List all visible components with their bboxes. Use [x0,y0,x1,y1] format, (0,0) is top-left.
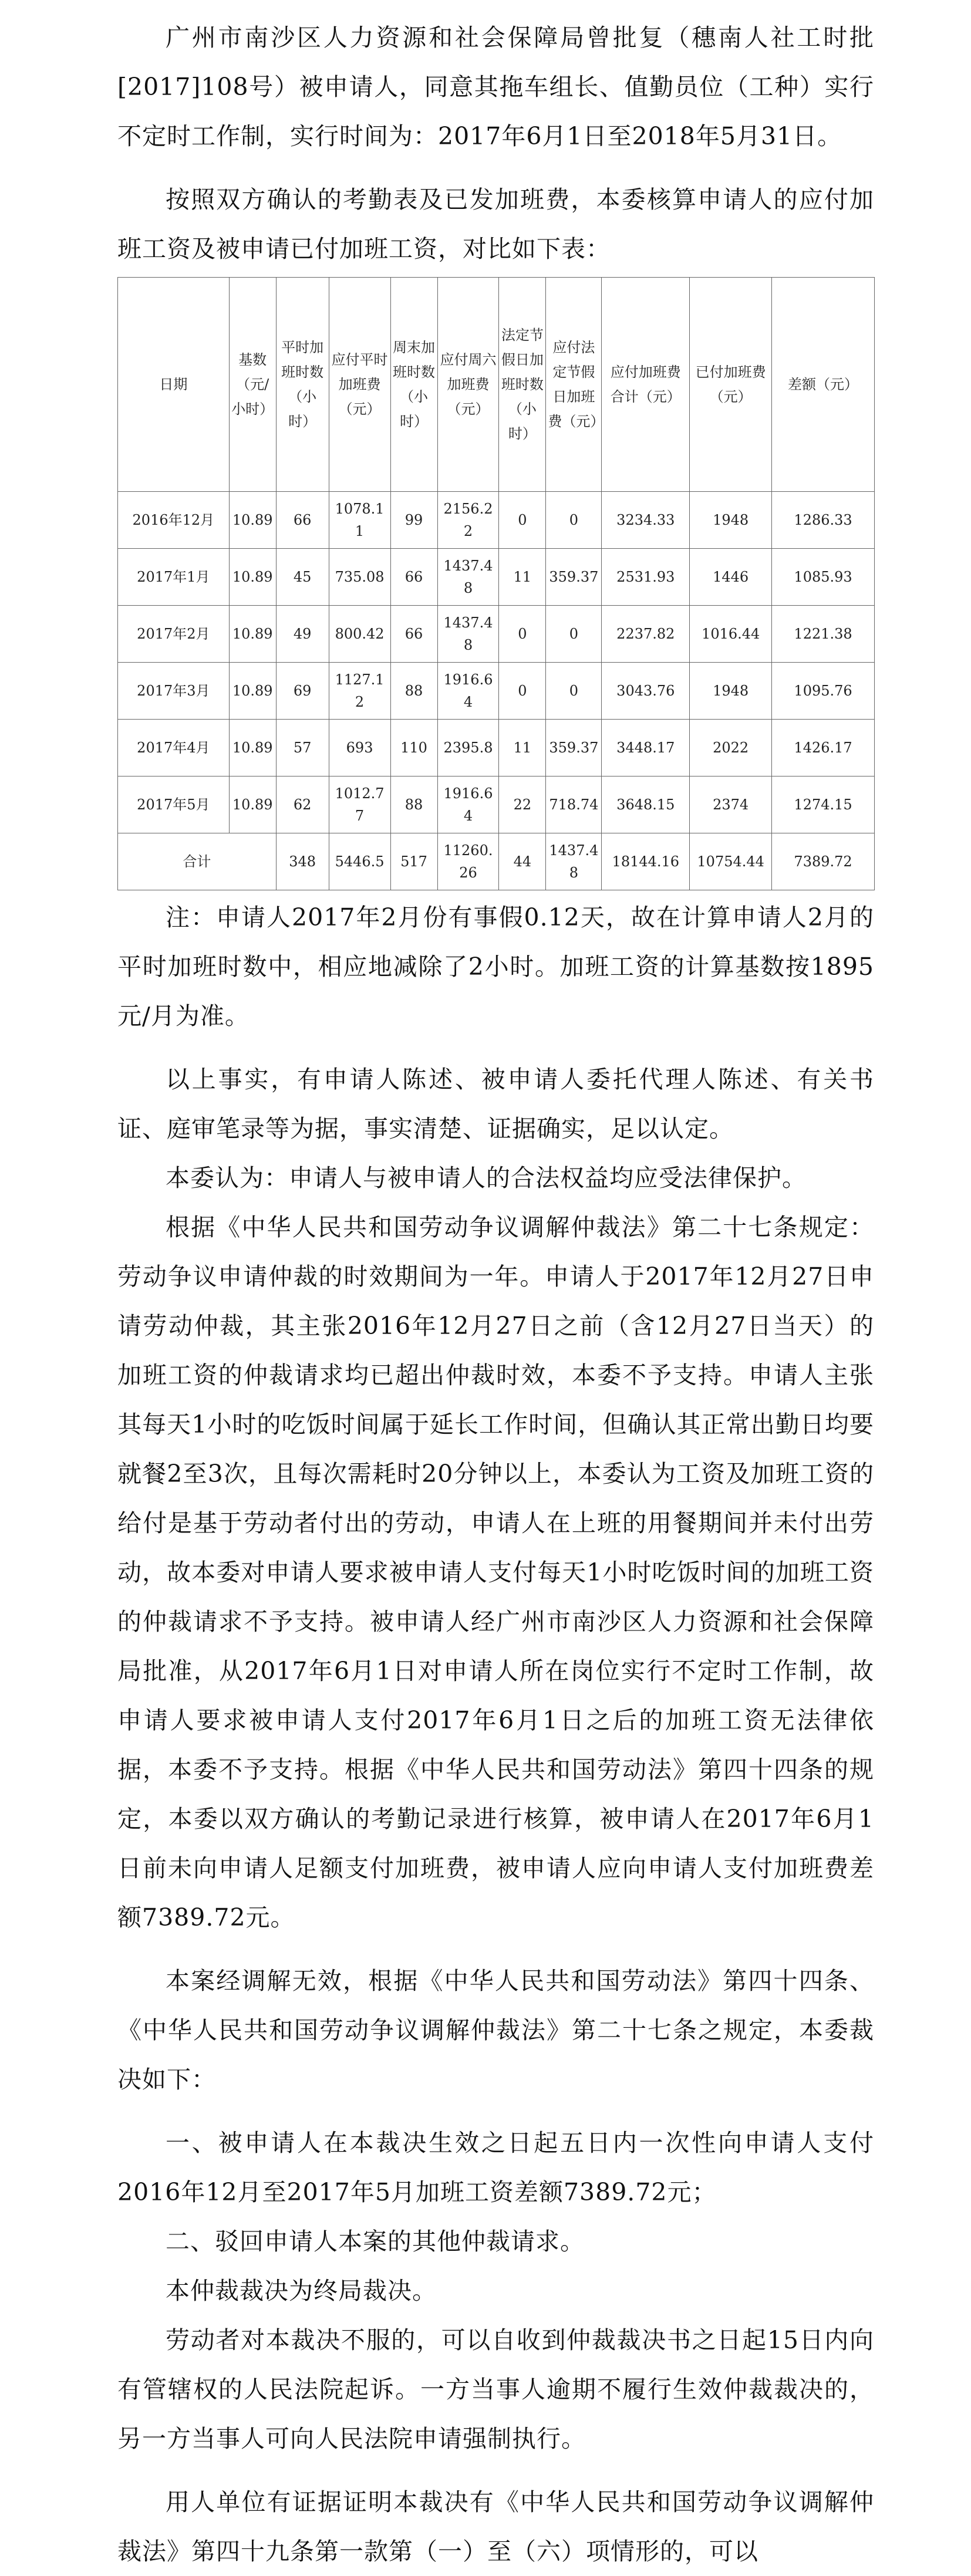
total-weekend-pay: 11260.26 [437,833,499,890]
header-base: 基数（元/小时） [229,278,276,492]
cell-date: 2017年4月 [118,720,230,776]
paragraph-ruling-item-2: 二、驳回申请人本案的其他仲裁请求。 [166,2227,585,2256]
total-holiday-hours: 44 [499,833,546,890]
paragraph-facts: 以上事实，有申请人陈述、被申请人委托代理人陈述、有关书证、庭审笔录等为据，事实清楚、证据确实，足以认定。 [117,1065,874,1143]
header-holiday-pay: 应付法定节假日加班费（元） [546,278,602,492]
cell-date: 2017年2月 [118,606,230,663]
cell-paid: 1948 [690,492,772,549]
header-weekday-pay: 应付平时加班费（元） [329,278,390,492]
total-label: 合计 [118,833,277,890]
cell-difference: 1095.76 [772,663,875,720]
cell-weekday-hours: 57 [276,720,329,776]
cell-weekend-hours: 66 [390,606,437,663]
cell-weekend-pay: 2156.22 [437,492,499,549]
table-total-row [118,833,875,890]
total-weekend-hours: 517 [390,833,437,890]
header-weekend-hours: 周末加班时数（小时） [390,278,437,492]
cell-holiday-hours: 11 [499,549,546,606]
cell-base: 10.89 [229,720,276,776]
cell-holiday-hours: 0 [499,663,546,720]
cell-total-payable: 3648.15 [602,776,690,833]
cell-weekend-hours: 66 [390,549,437,606]
paragraph-reasoning: 根据《中华人民共和国劳动争议调解仲裁法》第二十七条规定：劳动争议申请仲裁的时效期间为一年。申请人于2017年12月27日申请劳动仲裁，其主张2016年12月27日之前（含12月27日当天）的加班工资的仲裁请求均已超出仲裁时效，本委不予支持。申请人主张其每天1小时的吃饭时间属于延长工作时间，但确认其正常出勤日均要就餐2至3次，且每次需耗时20分钟以上，本委认为工资及加班工资的给付是基于劳动者付出的劳动，申请人在上班的用餐期间并未付出劳动，故本委对申请人要求被申请人支付每天1小时吃饭时间的加班工资的仲裁请求不予支持。被申请人经广州市南沙区人力资源和社会保障局批准，从2017年6月1日对申请人所在岗位实行不定时工作制，故申请人要求被申请人支付2017年6月1日之后的加班工资无法律依据，本委不予支持。根据《中华人民共和国劳动法》第四十四条的规定，本委以双方确认的考勤记录进行核算，被申请人在2017年6月1日前未向申请人足额支付加班费，被申请人应向申请人支付加班费差额7389.72元。 [117,1213,874,1932]
cell-weekday-pay: 735.08 [329,549,390,606]
cell-holiday-hours: 22 [499,776,546,833]
cell-total-payable: 3043.76 [602,663,690,720]
cell-weekend-hours: 99 [390,492,437,549]
paragraph-table-intro: 按照双方确认的考勤表及已发加班费，本委核算申请人的应付加班工资及被申请已付加班工资，对比如下表： [117,185,874,263]
cell-paid: 1948 [690,663,772,720]
cell-difference: 1426.17 [772,720,875,776]
cell-difference: 1286.33 [772,492,875,549]
cell-paid: 2374 [690,776,772,833]
total-payable: 18144.16 [602,833,690,890]
cell-holiday-pay: 359.37 [546,720,602,776]
total-paid: 10754.44 [690,833,772,890]
cell-weekend-pay: 1437.48 [437,549,499,606]
cell-holiday-pay: 359.37 [546,549,602,606]
header-difference: 差额（元） [772,278,875,492]
cell-weekday-hours: 66 [276,492,329,549]
cell-paid: 1446 [690,549,772,606]
total-weekday-hours: 348 [276,833,329,890]
cell-weekday-pay: 1078.11 [329,492,390,549]
table-row [118,606,875,663]
cell-weekend-pay: 2395.8 [437,720,499,776]
paragraph-opinion: 本委认为：申请人与被申请人的合法权益均应受法律保护。 [166,1164,807,1192]
cell-total-payable: 2237.82 [602,606,690,663]
cell-weekday-pay: 1127.12 [329,663,390,720]
table-header-row [118,278,875,492]
cell-base: 10.89 [229,549,276,606]
total-difference: 7389.72 [772,833,875,890]
cell-base: 10.89 [229,663,276,720]
cell-holiday-hours: 11 [499,720,546,776]
cell-weekday-hours: 49 [276,606,329,663]
cell-weekend-pay: 1916.64 [437,663,499,720]
cell-date: 2017年5月 [118,776,230,833]
cell-holiday-hours: 0 [499,606,546,663]
header-holiday-hours: 法定节假日加班时数（小时） [499,278,546,492]
header-date: 日期 [118,278,230,492]
cell-weekend-pay: 1916.64 [437,776,499,833]
header-total-payable: 应付加班费合计（元） [602,278,690,492]
cell-holiday-pay: 718.74 [546,776,602,833]
cell-weekend-hours: 110 [390,720,437,776]
cell-weekday-pay: 1012.77 [329,776,390,833]
cell-holiday-hours: 0 [499,492,546,549]
cell-date: 2017年1月 [118,549,230,606]
paragraph-ruling-item-1: 一、被申请人在本裁决生效之日起五日内一次性向申请人支付2016年12月至2017年5月加班工资差额7389.72元； [117,2129,874,2206]
total-weekday-pay: 5446.5 [329,833,390,890]
total-holiday-pay: 1437.48 [546,833,602,890]
table-row [118,549,875,606]
paragraph-final-ruling: 本仲裁裁决为终局裁决。 [166,2277,437,2305]
cell-date: 2016年12月 [118,492,230,549]
cell-weekday-pay: 800.42 [329,606,390,663]
overtime-table [117,277,875,890]
table-row [118,720,875,776]
cell-total-payable: 3448.17 [602,720,690,776]
cell-weekday-hours: 69 [276,663,329,720]
cell-holiday-pay: 0 [546,492,602,549]
paragraph-note: 注：申请人2017年2月份有事假0.12天，故在计算申请人2月的平时加班时数中，相应地减除了2小时。加班工资的计算基数按1895元/月为准。 [117,903,874,1030]
cell-total-payable: 2531.93 [602,549,690,606]
table-row [118,776,875,833]
paragraph-employer-rights: 用人单位有证据证明本裁决有《中华人民共和国劳动争议调解仲裁法》第四十九条第一款第（一）至（六）项情形的，可以 [117,2488,874,2565]
cell-base: 10.89 [229,606,276,663]
cell-weekend-hours: 88 [390,663,437,720]
header-weekend-pay: 应付周六加班费（元） [437,278,499,492]
cell-weekday-hours: 62 [276,776,329,833]
cell-date: 2017年3月 [118,663,230,720]
cell-total-payable: 3234.33 [602,492,690,549]
cell-base: 10.89 [229,776,276,833]
cell-weekend-hours: 88 [390,776,437,833]
cell-difference: 1274.15 [772,776,875,833]
cell-weekday-hours: 45 [276,549,329,606]
header-weekday-hours: 平时加班时数（小时） [276,278,329,492]
paragraph-ruling-intro: 本案经调解无效，根据《中华人民共和国劳动法》第四十四条、《中华人民共和国劳动争议调解仲裁法》第二十七条之规定，本委裁决如下： [117,1967,874,2094]
paragraph-appeal-rights: 劳动者对本裁决不服的，可以自收到仲裁裁决书之日起15日内向有管辖权的人民法院起诉。一方当事人逾期不履行生效仲裁裁决的，另一方当事人可向人民法院申请强制执行。 [117,2326,874,2453]
paragraph-approval: 广州市南沙区人力资源和社会保障局曾批复（穗南人社工时批[2017]108号）被申请人，同意其拖车组长、值勤员位（工种）实行不定时工作制，实行时间为：2017年6月1日至2018年5月31日。 [117,23,874,150]
cell-weekend-pay: 1437.48 [437,606,499,663]
table-row [118,663,875,720]
header-paid: 已付加班费（元） [690,278,772,492]
table-row [118,492,875,549]
cell-weekday-pay: 693 [329,720,390,776]
cell-holiday-pay: 0 [546,606,602,663]
cell-paid: 2022 [690,720,772,776]
cell-difference: 1085.93 [772,549,875,606]
cell-base: 10.89 [229,492,276,549]
cell-difference: 1221.38 [772,606,875,663]
cell-holiday-pay: 0 [546,663,602,720]
cell-paid: 1016.44 [690,606,772,663]
